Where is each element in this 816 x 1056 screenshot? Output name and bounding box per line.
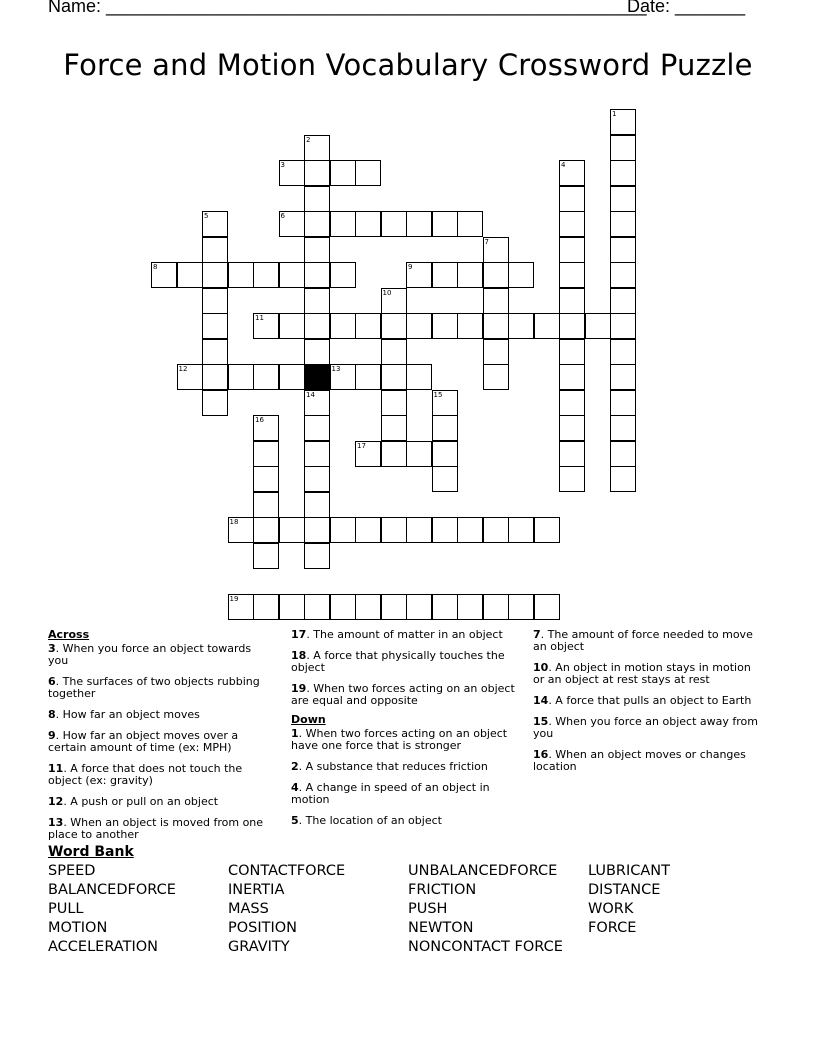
word-bank-column-1 xyxy=(48,862,176,957)
clue-item xyxy=(291,629,516,641)
crossword-cell[interactable] xyxy=(559,288,585,314)
clue-item xyxy=(533,662,763,686)
crossword-cell[interactable] xyxy=(585,313,611,339)
crossword-cell[interactable] xyxy=(610,237,636,263)
word-bank-item: GRAVITY xyxy=(228,939,290,955)
clue-item xyxy=(48,676,273,700)
crossword-cell[interactable] xyxy=(304,313,330,339)
crossword-cell[interactable] xyxy=(483,262,509,288)
clue-text: . An object in motion stays in motion or an object at rest stays at rest xyxy=(533,661,751,686)
crossword-cell[interactable] xyxy=(355,441,381,467)
crossword-cell[interactable] xyxy=(330,262,356,288)
crossword-cell[interactable] xyxy=(228,364,254,390)
crossword-cell[interactable] xyxy=(610,313,636,339)
crossword-cell[interactable] xyxy=(610,262,636,288)
crossword-cell[interactable] xyxy=(279,517,305,543)
crossword-cell[interactable] xyxy=(610,160,636,186)
crossword-cell[interactable] xyxy=(253,415,279,441)
cell-number: 12 xyxy=(178,365,188,373)
crossword-cell[interactable] xyxy=(610,466,636,492)
clue-text: . When two forces acting on an object are equal and opposite xyxy=(291,682,515,707)
crossword-cell[interactable] xyxy=(559,211,585,237)
page-title: Force and Motion Vocabulary Crossword Puzzle xyxy=(63,48,753,82)
crossword-cell[interactable] xyxy=(253,364,279,390)
crossword-cell[interactable] xyxy=(483,594,509,620)
crossword-cell[interactable] xyxy=(381,415,407,441)
clue-number: 9 xyxy=(48,729,56,742)
word-bank-item: FORCE xyxy=(588,920,637,936)
clue-item xyxy=(533,716,763,740)
word-bank-item: POSITION xyxy=(228,920,298,936)
word-bank-item: MOTION xyxy=(48,920,108,936)
crossword-cell[interactable] xyxy=(457,594,483,620)
cell-number: 10 xyxy=(382,288,392,297)
clue-number: 5 xyxy=(291,814,299,827)
clue-number: 2 xyxy=(291,760,299,773)
clue-text: . When you force an object towards you xyxy=(48,642,252,667)
date-field[interactable]: Date: _______ xyxy=(627,0,746,16)
crossword-cell[interactable] xyxy=(304,135,330,161)
crossword-cell[interactable] xyxy=(279,211,305,237)
crossword-cell[interactable] xyxy=(432,262,458,288)
clue-number: 3 xyxy=(48,642,56,655)
clue-number: 14 xyxy=(533,694,549,707)
crossword-cell[interactable] xyxy=(559,339,585,365)
crossword-cell[interactable] xyxy=(355,517,381,543)
crossword-cell[interactable] xyxy=(304,186,330,212)
crossword-cell[interactable] xyxy=(304,517,330,543)
crossword-cell[interactable] xyxy=(610,288,636,314)
crossword-cell[interactable] xyxy=(202,211,228,237)
clue-item xyxy=(291,761,516,773)
word-bank-item: INERTIA xyxy=(228,882,285,898)
crossword-cell[interactable] xyxy=(432,441,458,467)
word-bank-item: PUSH xyxy=(408,901,448,917)
cell-number: 19 xyxy=(229,594,239,603)
crossword-cell[interactable] xyxy=(610,415,636,441)
cell-number: 17 xyxy=(357,441,366,450)
crossword-cell[interactable] xyxy=(406,364,432,390)
crossword-cell[interactable] xyxy=(330,364,356,390)
crossword-cell[interactable] xyxy=(483,339,509,365)
clue-text: . The location of an object xyxy=(298,814,442,827)
crossword-cell[interactable] xyxy=(202,339,228,365)
crossword-cell[interactable] xyxy=(559,364,585,390)
crossword-cell[interactable] xyxy=(304,466,330,492)
crossword-cell[interactable] xyxy=(559,186,585,212)
crossword-cell[interactable] xyxy=(559,237,585,263)
word-bank-item: CONTACTFORCE xyxy=(228,863,346,879)
cell-number: 15 xyxy=(433,390,443,399)
crossword-cell[interactable] xyxy=(610,186,636,212)
clue-number: 19 xyxy=(291,682,307,695)
crossword-cell[interactable] xyxy=(253,441,279,467)
cell-number: 18 xyxy=(229,518,239,526)
crossword-cell[interactable] xyxy=(534,517,560,543)
crossword-cell[interactable] xyxy=(253,492,279,518)
crossword-cell[interactable] xyxy=(253,543,279,569)
crossword-cell[interactable] xyxy=(559,415,585,441)
crossword-cell[interactable] xyxy=(228,262,254,288)
crossword-cell[interactable] xyxy=(355,313,381,339)
clue-number: 11 xyxy=(48,762,64,775)
crossword-cell[interactable] xyxy=(457,517,483,543)
crossword-cell[interactable] xyxy=(381,211,407,237)
clue-number: 18 xyxy=(291,649,307,662)
cell-number: 3 xyxy=(280,161,285,169)
crossword-cell[interactable] xyxy=(406,594,432,620)
clue-text: . When two forces acting on an object have one force that is stronger xyxy=(291,727,508,752)
crossword-cell[interactable] xyxy=(177,262,203,288)
word-bank-column-3 xyxy=(408,862,563,957)
clue-text: . A force that physically touches the object xyxy=(291,649,505,674)
crossword-cell[interactable] xyxy=(483,237,509,263)
crossword-cell[interactable] xyxy=(304,288,330,314)
crossword-cell[interactable] xyxy=(304,492,330,518)
clue-text: . The surfaces of two objects rubbing together xyxy=(48,675,260,700)
cell-number: 5 xyxy=(204,212,209,220)
crossword-cell[interactable] xyxy=(610,109,636,135)
clue-text: . A change in speed of an object in motion xyxy=(291,781,490,806)
crossword-cell[interactable] xyxy=(304,160,330,186)
clue-number: 6 xyxy=(48,675,56,688)
crossword-cell[interactable] xyxy=(406,211,432,237)
clue-item xyxy=(533,749,763,773)
crossword-cell[interactable] xyxy=(432,390,458,416)
crossword-cell[interactable] xyxy=(483,517,509,543)
cell-number: 14 xyxy=(306,390,315,399)
crossword-cell[interactable] xyxy=(508,262,534,288)
cell-number: 11 xyxy=(255,314,264,322)
crossword-cell[interactable] xyxy=(432,594,458,620)
crossword-cell[interactable] xyxy=(381,339,407,365)
crossword-cell[interactable] xyxy=(534,594,560,620)
crossword-cell[interactable] xyxy=(457,313,483,339)
crossword-cell[interactable] xyxy=(304,594,330,620)
word-bank-item: MASS xyxy=(228,901,269,917)
crossword-cell[interactable] xyxy=(253,262,279,288)
crossword-cell[interactable] xyxy=(457,211,483,237)
clues-column-2 xyxy=(291,629,516,836)
crossword-cell[interactable] xyxy=(355,160,381,186)
clue-number: 8 xyxy=(48,708,56,721)
crossword-cell[interactable] xyxy=(432,211,458,237)
crossword-cell[interactable] xyxy=(381,288,407,314)
crossword-cell[interactable] xyxy=(610,211,636,237)
crossword-cell[interactable] xyxy=(483,313,509,339)
clue-number: 13 xyxy=(48,816,64,829)
clue-text: . A force that does not touch the object (ex: gravity) xyxy=(48,762,243,787)
clue-text: . A push or pull on an object xyxy=(63,795,219,808)
crossword-cell[interactable] xyxy=(381,594,407,620)
crossword-cell[interactable] xyxy=(508,517,534,543)
word-bank-item: PULL xyxy=(48,901,84,917)
crossword-cell[interactable] xyxy=(279,594,305,620)
cell-number: 13 xyxy=(331,365,341,373)
crossword-cell[interactable] xyxy=(202,237,228,263)
crossword-cell[interactable] xyxy=(559,466,585,492)
crossword-cell[interactable] xyxy=(151,262,177,288)
crossword-cell[interactable] xyxy=(610,339,636,365)
down-heading: Down xyxy=(291,713,326,726)
word-bank-column-2 xyxy=(228,862,345,957)
word-bank-item: SPEED xyxy=(48,863,96,879)
word-bank-item: ACCELERATION xyxy=(48,939,158,955)
crossword-cell[interactable] xyxy=(253,594,279,620)
crossword-cell[interactable] xyxy=(610,135,636,161)
clues-column-3 xyxy=(533,629,763,782)
crossword-cell[interactable] xyxy=(253,313,279,339)
across-heading: Across xyxy=(48,628,90,641)
clue-number: 4 xyxy=(291,781,299,794)
crossword-cell[interactable] xyxy=(559,390,585,416)
crossword-cell[interactable] xyxy=(406,313,432,339)
crossword-cell[interactable] xyxy=(202,364,228,390)
clue-text: . When an object is moved from one place to another xyxy=(48,816,264,841)
word-bank-item: NONCONTACT FORCE xyxy=(408,939,563,955)
clue-item xyxy=(291,782,516,806)
crossword-cell[interactable] xyxy=(508,594,534,620)
cell-number: 1 xyxy=(612,110,617,118)
clue-item xyxy=(291,650,516,674)
crossword-cell[interactable] xyxy=(330,517,356,543)
crossword-cell[interactable] xyxy=(279,262,305,288)
word-bank-item: WORK xyxy=(588,901,634,917)
crossword-cell[interactable] xyxy=(279,364,305,390)
clue-text: . A force that pulls an object to Earth xyxy=(548,694,752,707)
word-bank-title: Word Bank xyxy=(48,844,134,860)
crossword-cell[interactable] xyxy=(355,594,381,620)
crossword-cell[interactable] xyxy=(534,313,560,339)
cell-number: 9 xyxy=(408,263,413,271)
crossword-cell[interactable] xyxy=(202,390,228,416)
clue-item xyxy=(48,709,273,721)
crossword-cell[interactable] xyxy=(253,466,279,492)
crossword-cell[interactable] xyxy=(355,364,381,390)
clue-number: 16 xyxy=(533,748,549,761)
header xyxy=(0,0,816,20)
crossword-cell[interactable] xyxy=(559,160,585,186)
clue-text: . A substance that reduces friction xyxy=(298,760,488,773)
word-bank-item: FRICTION xyxy=(408,882,477,898)
crossword-cell[interactable] xyxy=(355,211,381,237)
clue-text: . When an object moves or changes location xyxy=(533,748,746,773)
clue-number: 12 xyxy=(48,795,64,808)
clue-number: 7 xyxy=(533,628,541,641)
crossword-cell[interactable] xyxy=(483,288,509,314)
crossword-cell[interactable] xyxy=(177,364,203,390)
crossword-cell[interactable] xyxy=(228,594,254,620)
cell-number: 16 xyxy=(255,416,264,424)
crossword-black-cell xyxy=(304,364,330,390)
cell-number: 6 xyxy=(280,212,285,220)
clue-item xyxy=(533,629,763,653)
crossword-cell[interactable] xyxy=(559,262,585,288)
crossword-cell[interactable] xyxy=(202,288,228,314)
clue-item xyxy=(291,683,516,707)
clue-number: 17 xyxy=(291,628,307,641)
crossword-cell[interactable] xyxy=(508,313,534,339)
crossword-cell[interactable] xyxy=(330,313,356,339)
crossword-cell[interactable] xyxy=(432,466,458,492)
word-bank-item: NEWTON xyxy=(408,920,474,936)
crossword-cell[interactable] xyxy=(253,517,279,543)
crossword-cell[interactable] xyxy=(304,211,330,237)
clue-item xyxy=(533,695,763,707)
clue-number: 15 xyxy=(533,715,549,728)
crossword-cell[interactable] xyxy=(279,313,305,339)
crossword-cell[interactable] xyxy=(559,313,585,339)
cell-number: 7 xyxy=(484,237,489,246)
crossword-cell[interactable] xyxy=(381,313,407,339)
crossword-cell[interactable] xyxy=(304,339,330,365)
crossword-cell[interactable] xyxy=(381,441,407,467)
clue-item xyxy=(48,643,273,667)
word-bank-item: DISTANCE xyxy=(588,882,661,898)
crossword-cell[interactable] xyxy=(330,211,356,237)
crossword-cell[interactable] xyxy=(610,364,636,390)
crossword-cell[interactable] xyxy=(228,517,254,543)
crossword-cell[interactable] xyxy=(304,543,330,569)
clue-text: . The amount of matter in an object xyxy=(306,628,503,641)
word-bank-item: UNBALANCEDFORCE xyxy=(408,863,558,879)
crossword-cell[interactable] xyxy=(304,262,330,288)
word-bank-item: LUBRICANT xyxy=(588,863,671,879)
cell-number: 8 xyxy=(153,263,158,271)
cell-number: 4 xyxy=(561,161,566,169)
clue-item xyxy=(291,815,516,827)
crossword-cell[interactable] xyxy=(610,390,636,416)
clue-item xyxy=(291,728,516,752)
name-field[interactable]: Name: ______________________________________________________ xyxy=(48,0,647,16)
crossword-cell[interactable] xyxy=(330,594,356,620)
crossword-cell[interactable] xyxy=(202,313,228,339)
clue-item xyxy=(48,796,273,808)
crossword-cell[interactable] xyxy=(406,441,432,467)
cell-number: 2 xyxy=(306,135,311,144)
word-bank-column-4 xyxy=(588,862,670,938)
crossword-cell[interactable] xyxy=(432,517,458,543)
crossword-cell[interactable] xyxy=(279,160,305,186)
clue-item xyxy=(48,817,273,841)
crossword-cell[interactable] xyxy=(304,390,330,416)
crossword-cell[interactable] xyxy=(406,262,432,288)
crossword-cell[interactable] xyxy=(381,364,407,390)
crossword-cell[interactable] xyxy=(381,390,407,416)
clue-text: . How far an object moves over a certain amount of time (ex: MPH) xyxy=(48,729,239,754)
clue-item xyxy=(48,730,273,754)
clues-column-1 xyxy=(48,629,273,850)
crossword-cell[interactable] xyxy=(330,160,356,186)
clue-text: . How far an object moves xyxy=(55,708,200,721)
crossword-cell[interactable] xyxy=(457,262,483,288)
crossword-cell[interactable] xyxy=(304,237,330,263)
crossword-cell[interactable] xyxy=(483,364,509,390)
crossword-cell[interactable] xyxy=(432,313,458,339)
crossword-cell[interactable] xyxy=(202,262,228,288)
clue-number: 1 xyxy=(291,727,299,740)
crossword-cell[interactable] xyxy=(406,517,432,543)
crossword-cell[interactable] xyxy=(304,415,330,441)
clue-number: 10 xyxy=(533,661,549,674)
crossword-cell[interactable] xyxy=(610,441,636,467)
clue-text: . When you force an object away from you xyxy=(533,715,758,740)
crossword-cell[interactable] xyxy=(432,415,458,441)
clue-item xyxy=(48,763,273,787)
clue-text: . The amount of force needed to move an object xyxy=(533,628,753,653)
crossword-cell[interactable] xyxy=(381,517,407,543)
crossword-cell[interactable] xyxy=(559,441,585,467)
crossword-cell[interactable] xyxy=(304,441,330,467)
word-bank-item: BALANCEDFORCE xyxy=(48,882,176,898)
